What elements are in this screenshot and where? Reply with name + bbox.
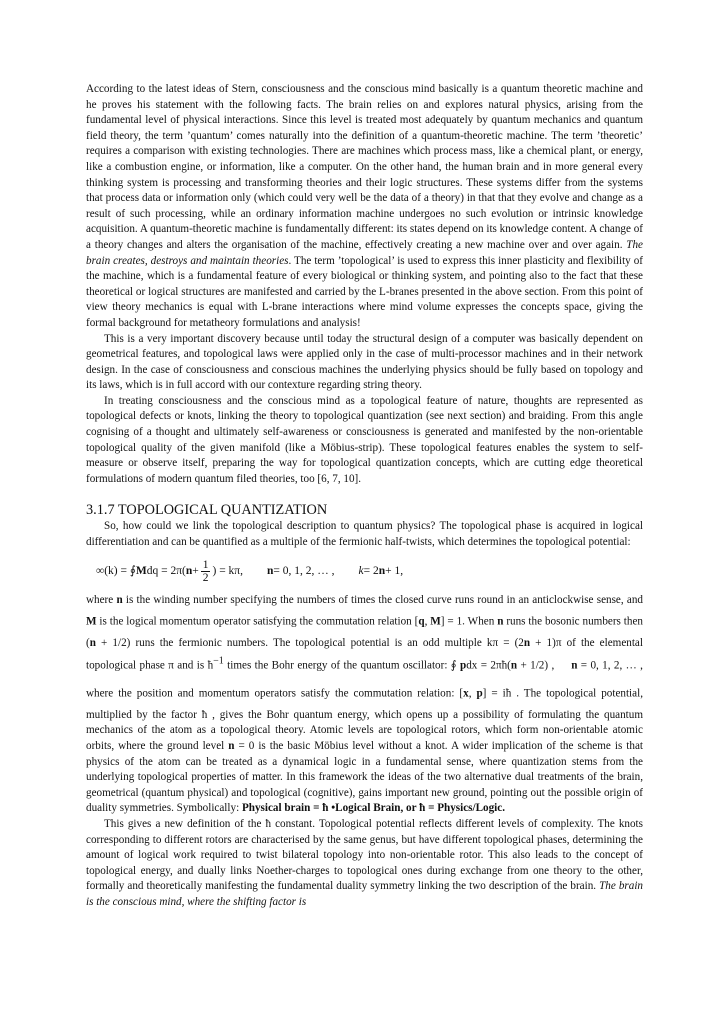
paragraph-intro-quantization: So, how could we link the topological description to quantum physics? The topological phase is acquired in logical differentiation and can be quantified as a multiple of the fermionic half-twists, which determines the topological potential: bbox=[86, 520, 643, 549]
paragraph-text: . The term ’topological’ is used to express this inner plasticity and flexibility of the machine, which is a fundamental feature of every biological or thinking system, and pointing also to the fact that these theoretical or logical structures are manifested and carried by the L-branes presented in the above section. From this point of view theory mechanics is equal with L-brane interactions where mind volume expresses the concepts space, giving the formal background for metatheory formulations and analysis! bbox=[86, 254, 643, 329]
section-heading: 3.1.7 TOPOLOGICAL QUANTIZATION bbox=[86, 502, 328, 519]
paragraph-text: According to the latest ideas of Stern, consciousness and the conscious mind basically is a quantum theoretic machine and he proves his statement with the following facts. The brain relies on and explores natural physics, arising from the fundamental level of physical interactions. Since this level is treated most adequately by quantum mechanics and quantum field theory, the term ’quantum’ comes naturally into the definition of a quantum-theoretic machine. The term ’theoretic’ requires a comparison with existing technologies. There are machines which process mass, like a chemical plant, or energy, like a combustion engine, or information, like a computer. On the other hand, the human brain and in more general every thinking system is processing and transforming theories and their logic structures. These systems differ from the systems that process data or information only (which could very well be the data of a theory) in that that they evolve and change as a result of such processing, while an ordinary information machine undergoes no such evolution or intrinsic knowledge acquisition. A quantum-theoretic machine is fundamentally different: its states depend on its knowledge content. A change of a theory changes and alters the organisation of the machine, effectively creating a new machine over and over again. bbox=[86, 83, 643, 251]
paragraph-discovery: This is a very important discovery because until today the structural design of a computer was basically dependent on geometrical features, and topological laws were applied only in the case of multi-processor machines and in their network design. In the case of consciousness and conscious machines the underlying physics should be fully based on topology and its laws, which is in full accord with our contexture regarding string theory. bbox=[86, 332, 643, 392]
italic-emphasis: The brain creates, destroys and maintain theories bbox=[86, 238, 643, 267]
paragraph-stern-theory bbox=[86, 82, 643, 332]
paragraph-topological-feature: In treating consciousness and the conscious mind as a topological feature of nature, thoughts are represented as topological defects or knots, linking the theory to topological quantization (see next section) and braiding. From this angle cognising of a thought and ultimately self-awareness or consciousness is generated and manifested by the non-orientable topological quality of the given manifold (like a Möbius-strip). These topological features enables the system to self-measure or observe itself, preparing the way for topological quantization concepts, which are cutting edge theoretical formulations of modern quantum filed theories, too [6, 7, 10]. bbox=[86, 394, 643, 485]
document-page bbox=[86, 82, 643, 911]
equation-topological-potential: ∞(k) = ∮ M dq = 2π( n + $\frac{1}{2}$ ) = kπ, n = 0, 1, 2, … , k = 2 n + 1, bbox=[96, 559, 404, 585]
paragraph-hbar-definition: This gives a new definition of the ħ constant. Topological potential reflects different levels of complexity. The knots corresponding to different rotors are characterised by the same genus, but have different topological phases, determining the amount of logical work required to twist bilateral topology into non-orientable rotor. This also leads to the concept of topological energy, and dually links Noether-charges to topological ones during exchange from one theory to the other, formally and theoretically manifesting the fundamental duality symmetry linking the two description of the brain. The brain is the conscious mind, where the shifting factor is bbox=[86, 817, 644, 908]
fraction-one-half: $\frac{1}{2}$ bbox=[202, 559, 209, 585]
paragraph-winding-number: where n is the winding number specifying the numbers of times the closed curve runs round in an anticlockwise sense, and M is the logical momentum operator satisfying the commutation relation [q, M] = 1. When n runs the bosonic numbers then (n + 1/2) runs the fermionic numbers. The topological potential is an odd multiple kπ = (2n + 1)π of the elemental topological phase π and is ħ−1 times the Bohr energy of the quantum oscillator: ∮ pdx = 2πħ(n + 1/2) , n = 0, 1, 2, … , where the position and momentum operators satisfy the commutation relation: [x, p] = iħ . The topological potential, multiplied by the factor ħ , gives the Bohr quantum energy, which opens up a possibility of formulating the quantum mechanics of the atom as a topological theory. Atomic levels are topological rotors, which form non-orientable atomic orbits, where the ground level n = 0 is the basic Möbius level without a knot. A wider implication of the scheme is that physics of the atom can be treated as a dynamical logic in a fundamental sense, where quantization stems from the underlying topological properties of matter. In this framework the ideas of the two alternative dual treatments of the brain, geometrical (quantum physical) and topological (cognitive), gains important new ground, pointing out the possible origin of duality symmetries. Symbolically: Physical brain = ħ •Logical Brain, or ħ = Physics/Logic. bbox=[86, 593, 644, 815]
